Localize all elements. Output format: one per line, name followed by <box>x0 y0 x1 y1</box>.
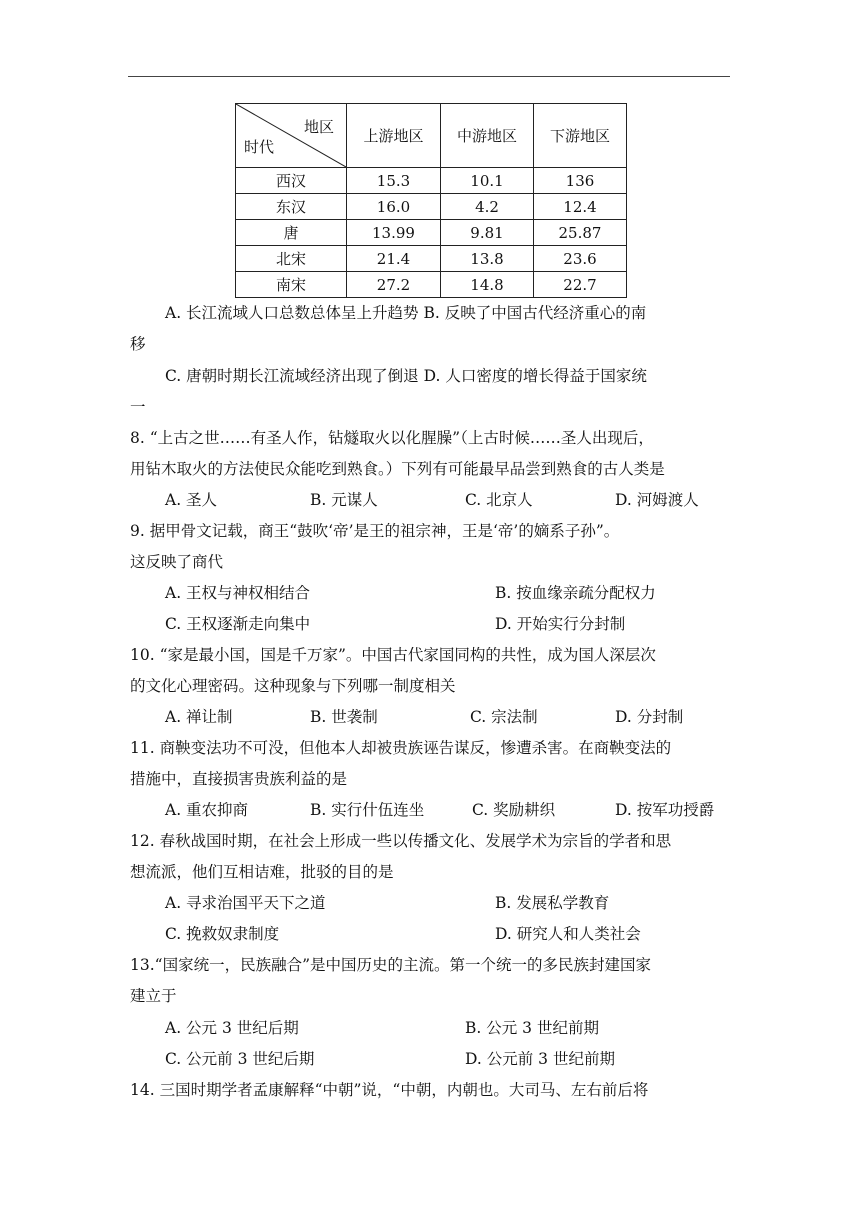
q9-option-d: D. 开始实行分封制 <box>495 615 626 633</box>
table-cell: 14.8 <box>441 272 534 298</box>
table-cell: 15.3 <box>347 168 441 194</box>
table-cell: 4.2 <box>441 194 534 220</box>
row-era: 北宋 <box>236 246 347 272</box>
table-row <box>236 168 627 194</box>
table-row <box>236 220 627 246</box>
table-cell: 22.7 <box>534 272 627 298</box>
corner-label-region: 地区 <box>303 118 334 136</box>
q14-stem-line-1: 14. 三国时期学者孟康解释“中朝”说，“中朝，内朝也。大司马、左右前后将 <box>130 1081 649 1099</box>
q13-stem-line-1: 13.“国家统一，民族融合”是中国历史的主流。第一个统一的多民族封建国家 <box>130 956 652 974</box>
q7-options-line-4: 一 <box>130 398 146 416</box>
q12-stem-line-2: 想流派，他们互相诘难，批驳的目的是 <box>130 863 394 881</box>
table-row <box>236 272 627 298</box>
row-era: 南宋 <box>236 272 347 298</box>
q7-options-line-1: A. 长江流域人口总数总体呈上升趋势 B. 反映了中国古代经济重心的南 <box>165 304 647 322</box>
q10-stem-line-2: 的文化心理密码。这种现象与下列哪一制度相关 <box>130 677 456 695</box>
table-cell: 25.87 <box>534 220 627 246</box>
table-cell: 27.2 <box>347 272 441 298</box>
table-corner-cell <box>236 104 347 168</box>
row-era: 唐 <box>236 220 347 246</box>
q10-option-d: D. 分封制 <box>615 708 684 726</box>
q11-option-c: C. 奖励耕织 <box>472 801 556 819</box>
row-era: 西汉 <box>236 168 347 194</box>
column-header: 上游地区 <box>347 104 441 168</box>
q11-option-a: A. 重农抑商 <box>165 801 249 819</box>
q7-options-line-3: C. 唐朝时期长江流域经济出现了倒退 D. 人口密度的增长得益于国家统 <box>165 367 647 385</box>
q12-stem-line-1: 12. 春秋战国时期，在社会上形成一些以传播文化、发展学术为宗旨的学者和思 <box>130 832 672 850</box>
table-row <box>236 246 627 272</box>
q13-option-d: D. 公元前 3 世纪前期 <box>465 1050 615 1068</box>
row-era: 东汉 <box>236 194 347 220</box>
header-rule <box>128 76 730 77</box>
q8-option-a: A. 圣人 <box>165 491 218 509</box>
q8-option-b: B. 元谋人 <box>310 491 378 509</box>
table-cell: 13.99 <box>347 220 441 246</box>
q9-option-a: A. 王权与神权相结合 <box>165 584 311 602</box>
table-cell: 136 <box>534 168 627 194</box>
table-cell: 23.6 <box>534 246 627 272</box>
q11-stem-line-2: 措施中，直接损害贵族利益的是 <box>130 770 348 788</box>
table-cell: 12.4 <box>534 194 627 220</box>
table-cell: 10.1 <box>441 168 534 194</box>
column-header: 中游地区 <box>441 104 534 168</box>
table-cell: 13.8 <box>441 246 534 272</box>
q13-option-b: B. 公元 3 世纪前期 <box>465 1019 599 1037</box>
q12-option-b: B. 发展私学教育 <box>495 894 610 912</box>
q11-option-b: B. 实行什伍连坐 <box>310 801 425 819</box>
q13-option-a: A. 公元 3 世纪后期 <box>165 1019 299 1037</box>
table-row <box>236 194 627 220</box>
q8-stem-line-1: 8. “上古之世……有圣人作，钻燧取火以化腥臊”（上古时候……圣人出现后， <box>130 429 654 447</box>
q8-option-d: D. 河姆渡人 <box>615 491 699 509</box>
q9-stem-line-1: 9. 据甲骨文记载，商王“鼓吹‘帝’是王的祖宗神，王是‘帝’的嫡系子孙”。 <box>130 522 620 540</box>
table-cell: 16.0 <box>347 194 441 220</box>
q13-option-c: C. 公元前 3 世纪后期 <box>165 1050 315 1068</box>
q10-option-a: A. 禅让制 <box>165 708 233 726</box>
q9-option-b: B. 按血缘亲疏分配权力 <box>495 584 656 602</box>
table-cell: 9.81 <box>441 220 534 246</box>
q8-stem-line-2: 用钻木取火的方法使民众能吃到熟食。）下列有可能最早品尝到熟食的古人类是 <box>130 460 665 478</box>
table-cell: 21.4 <box>347 246 441 272</box>
q12-option-d: D. 研究人和人类社会 <box>495 925 641 943</box>
q9-stem-line-2: 这反映了商代 <box>130 553 224 571</box>
column-header: 下游地区 <box>534 104 627 168</box>
q11-stem-line-1: 11. 商鞅变法功不可没，但他本人却被贵族诬告谋反，惨遭杀害。在商鞅变法的 <box>130 739 672 757</box>
q12-option-c: C. 挽救奴隶制度 <box>165 925 280 943</box>
q13-stem-line-2: 建立于 <box>130 987 177 1005</box>
q9-option-c: C. 王权逐渐走向集中 <box>165 615 311 633</box>
q10-option-b: B. 世袭制 <box>310 708 378 726</box>
q8-option-c: C. 北京人 <box>465 491 533 509</box>
q7-options-line-2: 移 <box>130 335 146 353</box>
population-density-table <box>235 103 627 298</box>
q11-option-d: D. 按军功授爵 <box>615 801 715 819</box>
corner-label-era: 时代 <box>244 138 275 156</box>
q10-stem-line-1: 10. “家是最小国，国是千万家”。中国古代家国同构的共性，成为国人深层次 <box>130 646 656 664</box>
q10-option-c: C. 宗法制 <box>470 708 538 726</box>
q12-option-a: A. 寻求治国平天下之道 <box>165 894 326 912</box>
